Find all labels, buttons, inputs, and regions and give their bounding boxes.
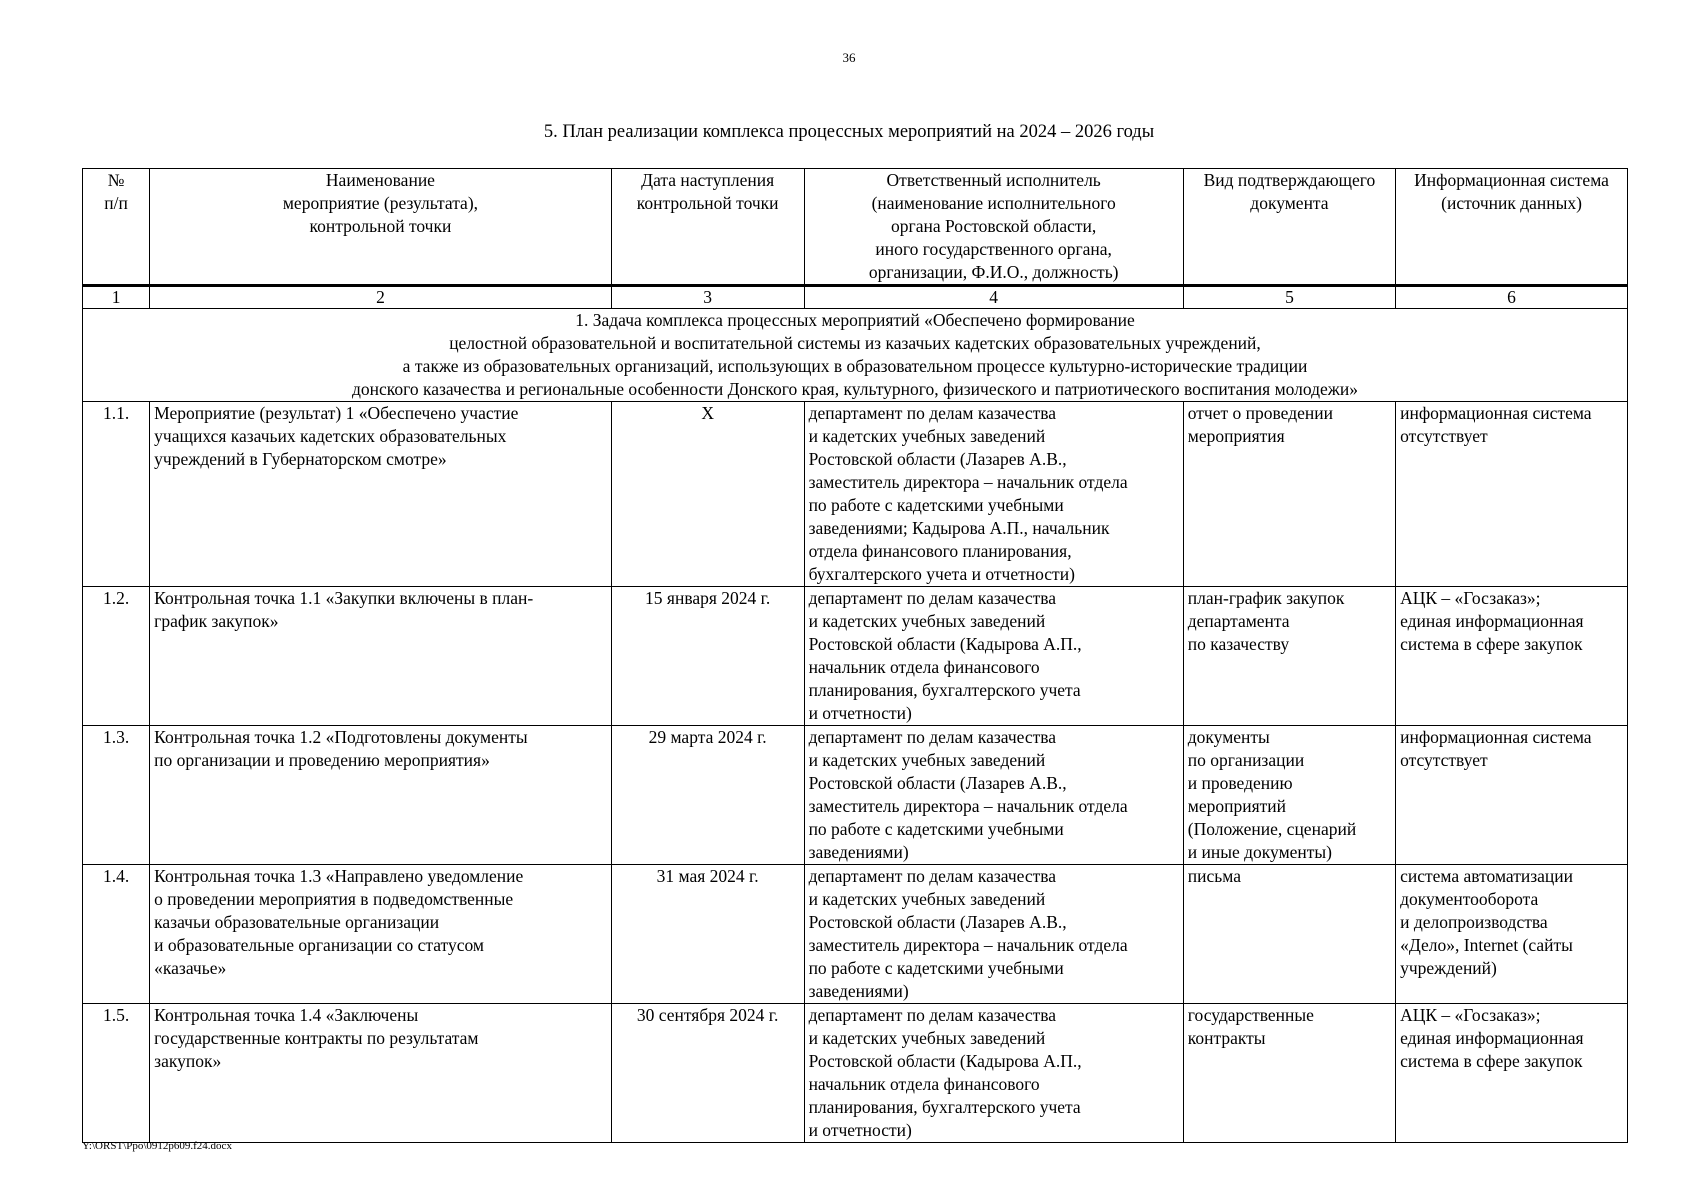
control-date: 15 января 2024 г. — [611, 587, 804, 726]
activity-name: Мероприятие (результат) 1 «Обеспечено участие учащихся казачьих кадетских образовательных учреждений в Губернаторском смотре» — [150, 402, 612, 587]
header-document: Вид подтверждающего документа — [1183, 169, 1395, 286]
table-row — [83, 1004, 1628, 1143]
plan-table — [82, 168, 1628, 1143]
responsible-executor: департамент по делам казачества и кадетских учебных заведений Ростовской области (Кадырова А.П., начальник отдела финансового планирования, бухгалтерского учета и отчетности) — [804, 1004, 1183, 1143]
column-numbers-row — [83, 286, 1628, 309]
column-number: 1 — [83, 286, 150, 309]
column-number: 3 — [611, 286, 804, 309]
responsible-executor: департамент по делам казачества и кадетских учебных заведений Ростовской области (Кадырова А.П., начальник отдела финансового планирования, бухгалтерского учета и отчетности) — [804, 587, 1183, 726]
table-row — [83, 865, 1628, 1004]
row-number: 1.2. — [83, 587, 150, 726]
activity-name: Контрольная точка 1.1 «Закупки включены в план- график закупок» — [150, 587, 612, 726]
information-system: информационная система отсутствует — [1396, 402, 1628, 587]
table-row — [83, 587, 1628, 726]
header-responsible: Ответственный исполнитель (наименование исполнительного органа Ростовской области, иного государственного органа, организации, Ф.И.О., должность) — [804, 169, 1183, 286]
row-number: 1.4. — [83, 865, 150, 1004]
header-system: Информационная система (источник данных) — [1396, 169, 1628, 286]
information-system: система автоматизации документооборота и делопроизводства «Дело», Internet (сайты учреждений) — [1396, 865, 1628, 1004]
responsible-executor: департамент по делам казачества и кадетских учебных заведений Ростовской области (Лазарев А.В., заместитель директора – начальник отдела по работе с кадетскими учебными заведениями) — [804, 865, 1183, 1004]
table-row — [83, 726, 1628, 865]
activity-name: Контрольная точка 1.2 «Подготовлены документы по организации и проведению мероприятия» — [150, 726, 612, 865]
page-number: 36 — [842, 50, 856, 65]
confirming-document: письма — [1183, 865, 1395, 1004]
control-date: Х — [611, 402, 804, 587]
confirming-document: государственные контракты — [1183, 1004, 1395, 1143]
information-system: информационная система отсутствует — [1396, 726, 1628, 865]
row-number: 1.3. — [83, 726, 150, 865]
activity-name: Контрольная точка 1.4 «Заключены государственные контракты по результатам закупок» — [150, 1004, 612, 1143]
table-row — [83, 402, 1628, 587]
document-title: 5. План реализации комплекса процессных мероприятий на 2024 – 2026 годы — [543, 122, 1155, 142]
row-number: 1.5. — [83, 1004, 150, 1143]
activity-name: Контрольная точка 1.3 «Направлено уведомление о проведении мероприятия в подведомственные казачьи образовательные организации и образовательные организации со статусом «казачье» — [150, 865, 612, 1004]
responsible-executor: департамент по делам казачества и кадетских учебных заведений Ростовской области (Лазарев А.В., заместитель директора – начальник отдела по работе с кадетскими учебными заведениями) — [804, 726, 1183, 865]
confirming-document: отчет о проведении мероприятия — [1183, 402, 1395, 587]
column-number: 6 — [1396, 286, 1628, 309]
row-number: 1.1. — [83, 402, 150, 587]
header-number: № п/п — [83, 169, 150, 286]
header-row — [83, 169, 1628, 286]
confirming-document: документы по организации и проведению мероприятий (Положение, сценарий и иные документы) — [1183, 726, 1395, 865]
file-path: Y:\ORST\Ppo\0912p609.f24.docx — [82, 1140, 232, 1152]
control-date: 31 мая 2024 г. — [611, 865, 804, 1004]
header-name: Наименование мероприятие (результата), контрольной точки — [150, 169, 612, 286]
section-heading: 1. Задача комплекса процессных мероприятий «Обеспечено формирование целостной образовательной и воспитательной системы из казачьих кадетских образовательных учреждений, а также из образовательных организаций, использующих в образовательном процессе культурно-исторические традиции донского казачества и региональные особенности Донского края, культурного, физического и патриотического воспитания молодежи» — [83, 309, 1628, 402]
section-row — [83, 309, 1628, 402]
column-number: 2 — [150, 286, 612, 309]
information-system: АЦК – «Госзаказ»; единая информационная система в сфере закупок — [1396, 1004, 1628, 1143]
control-date: 29 марта 2024 г. — [611, 726, 804, 865]
column-number: 5 — [1183, 286, 1395, 309]
confirming-document: план-график закупок департамента по казачеству — [1183, 587, 1395, 726]
responsible-executor: департамент по делам казачества и кадетских учебных заведений Ростовской области (Лазарев А.В., заместитель директора – начальник отдела по работе с кадетскими учебными заведениями; Кадырова А.П., начальник отдела финансового планирования, бухгалтерского учета и отчетности) — [804, 402, 1183, 587]
header-date: Дата наступления контрольной точки — [611, 169, 804, 286]
column-number: 4 — [804, 286, 1183, 309]
information-system: АЦК – «Госзаказ»; единая информационная система в сфере закупок — [1396, 587, 1628, 726]
control-date: 30 сентября 2024 г. — [611, 1004, 804, 1143]
